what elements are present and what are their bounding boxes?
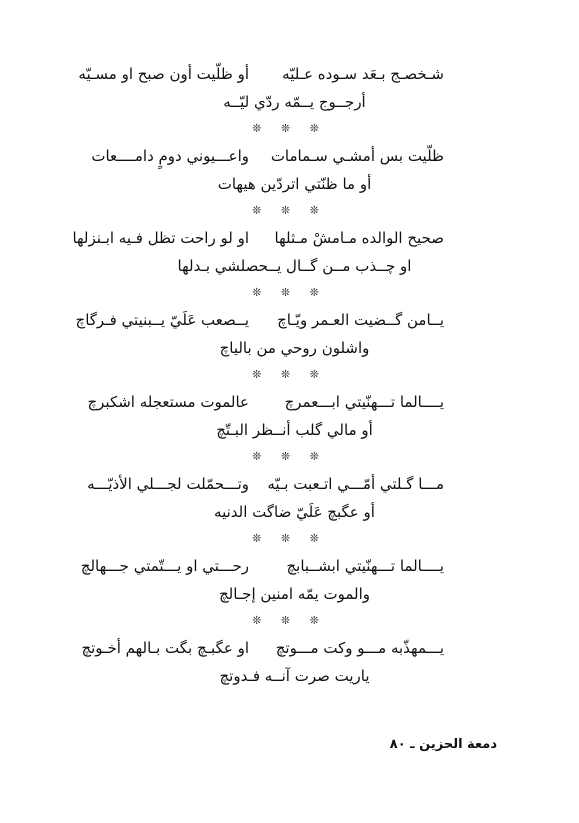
stanza-separator: ❊ ❊ ❊ [252,532,327,545]
verse-first-hemistich: ظلّيت بس أمشـي سـمامات [270,147,444,165]
stanza-separator: ❊ ❊ ❊ [252,122,327,135]
verse-second-hemistich: عالموت مستعجله اشكبرچ [87,393,249,411]
stanza-separator: ❊ ❊ ❊ [252,204,327,217]
verse-second-hemistich: او لو راحت تظل فـيه ابـنزلها [72,229,249,247]
verse-second-hemistich: أو ظلّيت أون صبح او مسـيّه [78,65,249,83]
verse-second-hemistich: يــصعب عَلَيّ يــبنيتي فـرگاچ [75,311,249,329]
verse-first-hemistich: يــامن گــضيت العـمر ويّـاچ [277,311,444,329]
verse-first-hemistich: مـــا گـلتي أمّـــي اتـعبت بـيّه [267,475,444,493]
verse-first-hemistich: يــــالما تـــهنّيتي ابشــبابچ [286,557,444,575]
stanza-separator: ❊ ❊ ❊ [252,450,327,463]
verse-first-hemistich: يـــمهذّبه مـــو وكت مـــوتچ [275,639,444,657]
verse-refrain-line: والموت يمّه امنين إجـالچ [218,585,371,603]
verse-refrain-line: او چــذب مــن گــال يــحصلشي بـدلها [177,257,412,275]
verse-second-hemistich: وتـــحمّلت لجـــلي الأذيّـــه [87,475,249,493]
stanza-separator: ❊ ❊ ❊ [252,368,327,381]
verse-second-hemistich: رحـــتي او يـــتّمتي جـــهالچ [80,557,249,575]
verse-second-hemistich: او عگبـچ بگت بـالهم أخـوتچ [81,639,249,657]
verse-refrain-line: أو ما ظنّتي اتردّين هيهات [217,175,372,193]
verse-first-hemistich: يــــالما تـــهنّيتي ابـــعمرچ [284,393,444,411]
stanza-separator: ❊ ❊ ❊ [252,286,327,299]
verse-refrain-line: أرجــوج يــمّه ردّي ليّــه [223,93,366,111]
verse-refrain-line: أو عگبچ عَلَيّ ضاگت الدنيه [214,503,375,521]
verse-refrain-line: واشلون روحي من بالياچ [219,339,370,357]
page-footer: دمعة الحزين ـ ٨٠ [389,737,497,752]
verse-second-hemistich: واعـــيوني دومٍ دامــــعات [91,147,249,165]
verse-refrain-line: أو مالي گلب أنــظر البـتّچ [216,421,373,439]
verse-first-hemistich: شـخصـج بـعَد سـوده عـليّه [282,65,444,83]
verse-refrain-line: ياريت صرت آنــه فـدوتچ [219,667,370,685]
stanza-separator: ❊ ❊ ❊ [252,614,327,627]
verse-first-hemistich: صحيح الوالده مـامشْ مـثلها [274,229,444,247]
